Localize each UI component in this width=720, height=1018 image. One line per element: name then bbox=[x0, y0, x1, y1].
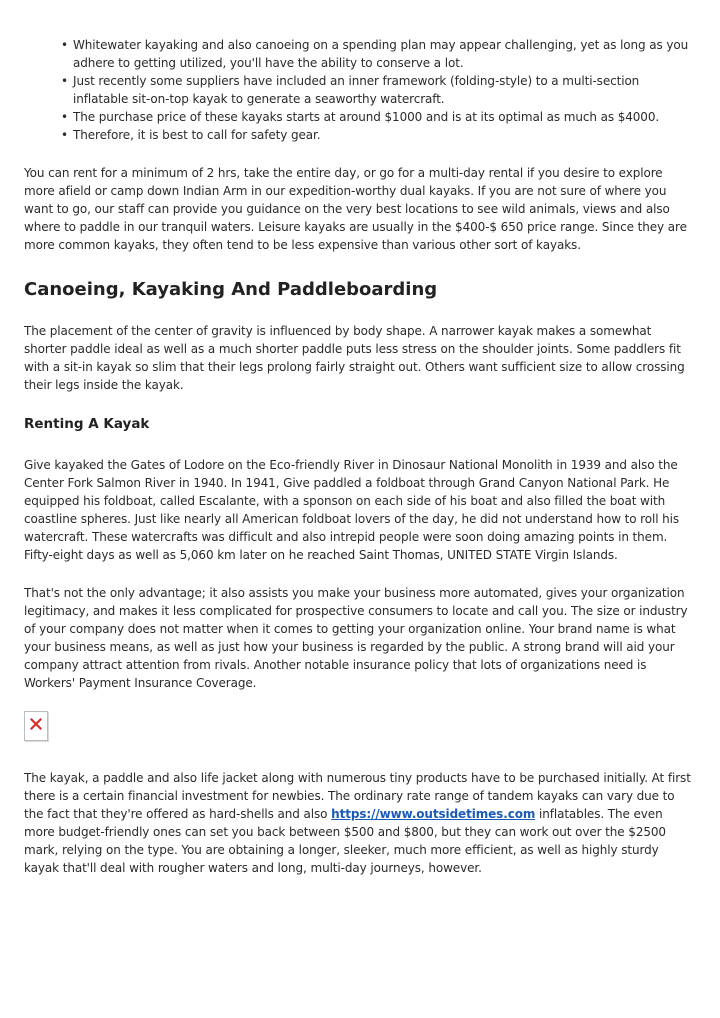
list-item: • Just recently some suppliers have included an inner framework (folding-style) to a multi-section inflatable sit-on-top kayak to generate a seaworthy watercraft. bbox=[61, 72, 694, 108]
paragraph-business: That's not the only advantage; it also assists you make your business more automated, gives your organization legitimacy, and makes it less complicated for prospective consumers to locate and call you. The size or industry of your company does not matter when it comes to getting your organization online. Your brand name is what your business means, as well as just how your business is regarded by the public. A strong brand will aid your company attract attention from rivals. Another notable insurance policy that lots of organizations need is Workers' Payment Insurance Coverage. bbox=[24, 586, 688, 690]
section-heading-renting: Renting A Kayak bbox=[24, 416, 150, 432]
list-item: • Therefore, it is best to call for safety gear. bbox=[61, 126, 694, 144]
list-item: • The purchase price of these kayaks starts at around $1000 and is at its optimal as much as $4000. bbox=[61, 108, 694, 126]
paragraph-costs-text-before: The kayak, a paddle and also life jacket along with numerous tiny products have to be purchased initially. At first there is a certain financial investment for newbies. The ordinary rate range of tandem kayaks can vary due to the fact that they're offered as hard-shells and also bbox=[24, 771, 691, 821]
close-x-icon bbox=[30, 718, 42, 730]
bullet-list bbox=[61, 36, 694, 144]
article-body bbox=[24, 36, 694, 877]
broken-image-icon bbox=[24, 711, 48, 741]
paragraph-rental: You can rent for a minimum of 2 hrs, take the entire day, or go for a multi-day rental if you desire to explore more afield or camp down Indian Arm in our expedition-worthy dual kayaks. If you are not sure of where you want to go, our staff can provide you guidance on the very best locations to see wild animals, views and also where to paddle in our tranquil waters. Leisure kayaks are usually in the $400-$ 650 price range. Since they are more common kayaks, they often tend to be less expensive than various other sort of kayaks. bbox=[24, 166, 687, 252]
paragraph-costs-text-after: inflatables. The even more budget-friendly ones can set you back between $500 and $800, but they can work out over the $2500 mark, relying on the type. You are obtaining a longer, sleeker, much more efficient, as well as highly sturdy kayak that'll deal with rougher waters and long, multi-day journeys, however. bbox=[24, 807, 666, 875]
paragraph-center-of-gravity: The placement of the center of gravity is influenced by body shape. A narrower kayak makes a somewhat shorter paddle ideal as well as a much shorter paddle puts less stress on the shoulder joints. Some paddlers fit with a sit-in kayak so slim that their legs prolong fairly straight out. Others want sufficient size to allow crossing their legs inside the kayak. bbox=[24, 324, 685, 392]
section-heading-canoeing: Canoeing, Kayaking And Paddleboarding bbox=[24, 279, 438, 300]
paragraph-costs bbox=[24, 769, 694, 877]
paragraph-history: Give kayaked the Gates of Lodore on the Eco-friendly River in Dinosaur National Monolith in 1939 and also the Center Fork Salmon River in 1940. In 1941, Give paddled a foldboat through Grand Canyon National Park. He equipped his foldboat, called Escalante, with a sponson on each side of his boat and also filled the boat with coastline spheres. Just like nearly all American foldboat lovers of the day, he did not understand how to roll his watercraft. These watercrafts was difficult and also intrepid people were soon doing amazing points in them. Fifty-eight days as well as 5,060 km later on he reached Saint Thomas, UNITED STATE Virgin Islands. bbox=[24, 458, 680, 562]
outsidetimes-link[interactable]: https://www.outsidetimes.com bbox=[331, 807, 536, 821]
list-item: • Whitewater kayaking and also canoeing on a spending plan may appear challenging, yet as long as you adhere to getting utilized, you'll have the ability to conserve a lot. bbox=[61, 36, 694, 72]
